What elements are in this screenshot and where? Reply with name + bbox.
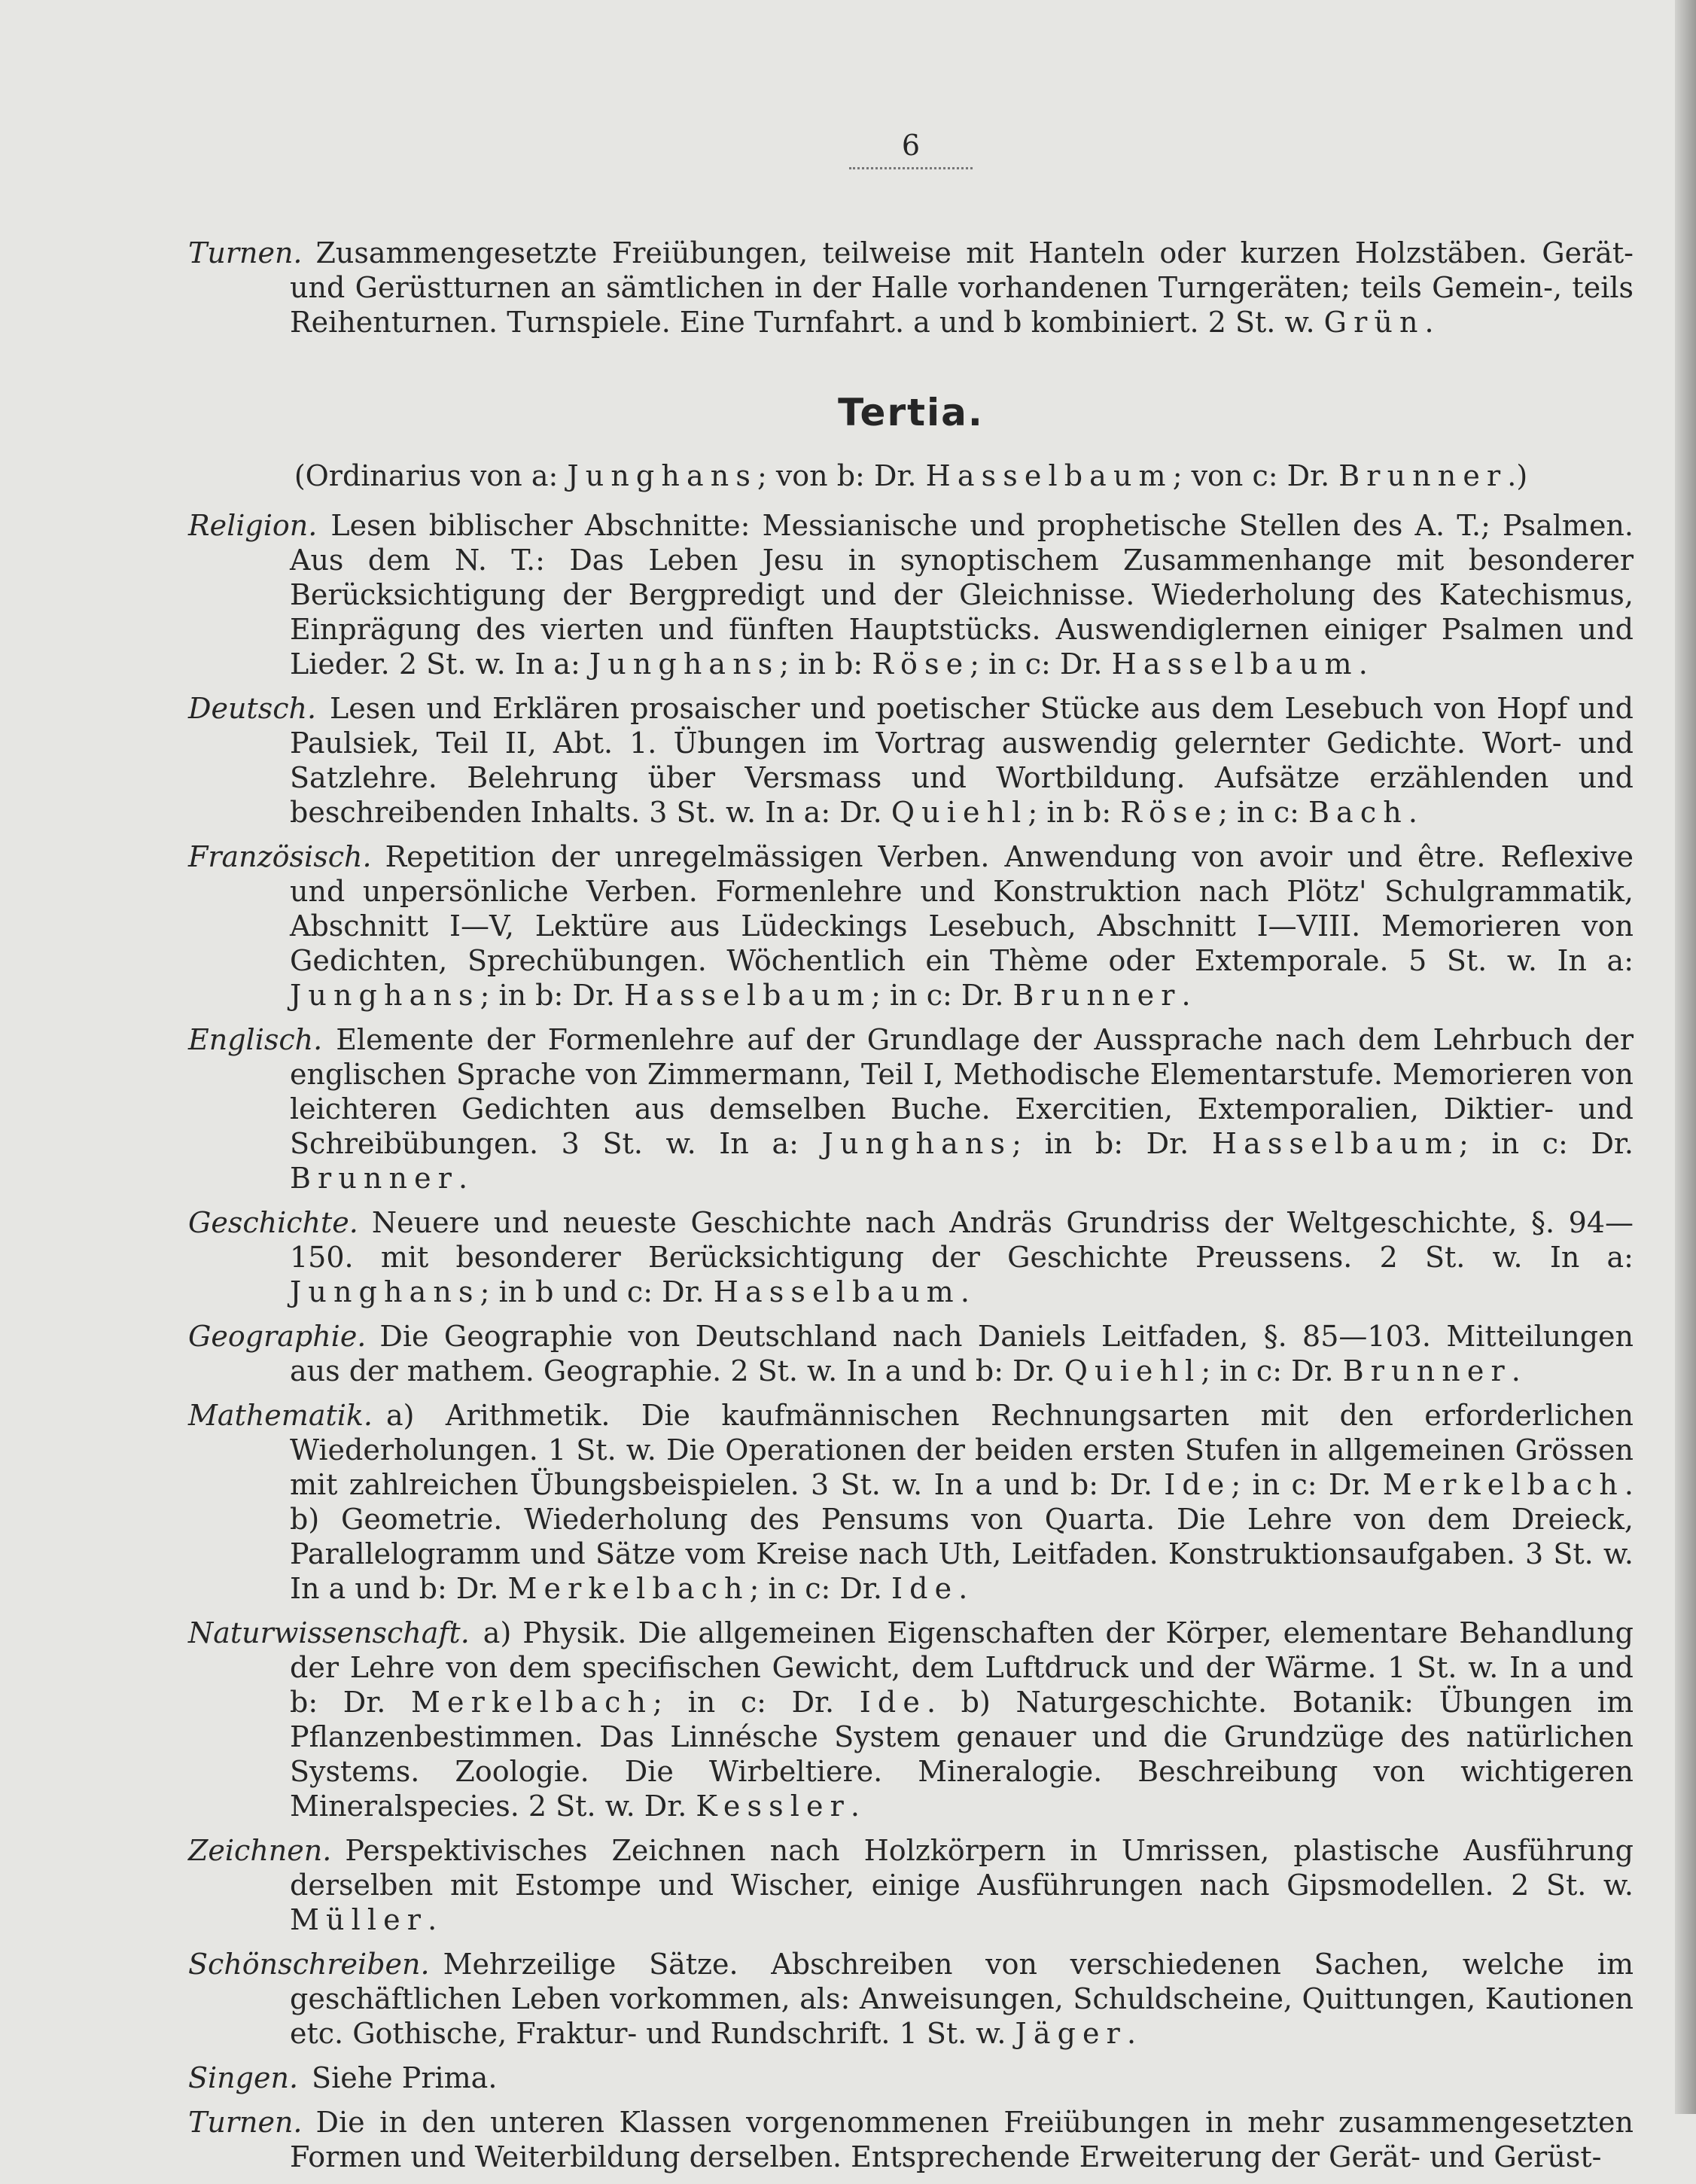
teacher-name: Junghans bbox=[567, 459, 757, 492]
subject-term: Englisch. bbox=[188, 1023, 323, 1056]
subject-term: Mathematik. bbox=[188, 1399, 373, 1432]
subject-term: Geschichte. bbox=[188, 1206, 358, 1239]
teacher-name: Junghans bbox=[290, 979, 480, 1012]
teacher-name: Hasselbaum bbox=[713, 1275, 961, 1308]
teacher-name: Merkelbach bbox=[507, 1572, 750, 1605]
teacher-name: Quiehl bbox=[1064, 1354, 1201, 1387]
subject-term: Geographie. bbox=[188, 1320, 367, 1353]
teacher-name: Jäger bbox=[1015, 2017, 1127, 2050]
teacher-name: Junghans bbox=[290, 1275, 480, 1308]
entry-franzoesisch: Französisch. Repetition der unregelmässigen Verben. Anwendung von avoir und être. Reflexive und unpersönliche Verben. Formenlehre und Konstruktion nach Plötz' Schulgrammatik, Abschnitt I—V, Lektüre aus Lüdeckings Lesebuch, Abschnitt I—VIII. Memorieren von Gedichten, Sprechübungen. Wöchentlich ein Thème oder Extemporale. 5 St. w. In a: Junghans; in b: Dr. Hasselbaum; in c: Dr. Brunner. bbox=[188, 840, 1634, 1012]
entry-turnen-top bbox=[188, 236, 1634, 340]
teacher-name: Brunner bbox=[1012, 979, 1182, 1012]
teacher-name: Röse bbox=[1120, 796, 1219, 829]
teacher-name: Röse bbox=[872, 647, 970, 681]
teacher-name: Ide bbox=[859, 1686, 927, 1719]
teacher-name: Merkelbach bbox=[1382, 1468, 1624, 1501]
teacher-name: Brunner bbox=[290, 1162, 459, 1195]
entry-religion: Religion. Lesen biblischer Abschnitte: Messianische und prophetische Stellen des A. T.; Psalmen. Aus dem N. T.: Das Leben Jesu in synoptischem Zusammenhange mit besonderer Berücksichtigung der Bergpredigt und der Gleichnisse. Wiederholung des Katechismus, Einprägung des vierten und fünften Hauptstücks. Auswendiglernen einiger Psalmen und Lieder. 2 St. w. In a: Junghans; in b: Röse; in c: Dr. Hasselbaum. bbox=[188, 509, 1634, 681]
entry-singen: Singen. Siehe Prima. bbox=[188, 2061, 498, 2094]
teacher-name: Brunner bbox=[1342, 1354, 1512, 1387]
subject-term: Religion. bbox=[188, 509, 318, 542]
teacher-name: Ide bbox=[891, 1572, 959, 1605]
teacher-name: Hasselbaum bbox=[1211, 1127, 1459, 1160]
teacher-name: Müller bbox=[290, 1903, 428, 1936]
teacher-name: Merkelbach bbox=[410, 1686, 653, 1719]
document-page bbox=[188, 128, 1634, 2184]
entry-text: Zusammengesetzte Freiübungen, teilweise mit Hanteln oder kurzen Holzstäben. Gerät- und Gerüstturnen an sämtlichen in der Halle vorhandenen Turngeräten; teils Gemein-, teils Reihenturnen. Turnspiele. Eine Turnfahrt. a und b kombiniert. 2 St. w. bbox=[290, 236, 1634, 339]
teacher-name: Grün. bbox=[1323, 306, 1441, 339]
entry-deutsch: Deutsch. Lesen und Erklären prosaischer und poetischer Stücke aus dem Lesebuch von Hopf und Paulsiek, Teil II, Abt. 1. Übungen im Vortrag auswendig gelernter Gedichte. Wort- und Satzlehre. Belehrung über Versmass und Wortbildung. Aufsätze erzählenden und beschreibenden Inhalts. 3 St. w. In a: Dr. Quiehl; in b: Röse; in c: Bach. bbox=[188, 692, 1634, 829]
subject-term: Zeichnen. bbox=[188, 1834, 332, 1867]
subject-term: Deutsch. bbox=[188, 692, 317, 725]
entry-geographie: Geographie. Die Geographie von Deutschland nach Daniels Leitfaden, §. 85—103. Mitteilungen aus der mathem. Geographie. 2 St. w. In a und b: Dr. Quiehl; in c: Dr. Brunner. bbox=[188, 1320, 1634, 1387]
entry-naturwissenschaft: Naturwissenschaft. a) Physik. Die allgemeinen Eigenschaften der Körper, elementare Behandlung der Lehre von dem specifischen Gewicht, dem Luftdruck und der Wärme. 1 St. w. In a und b: Dr. Merkelbach; in c: Dr. Ide. b) Naturgeschichte. Botanik: Übungen im Pflanzenbestimmen. Das Linnésche System genauer und die Grundzüge des natürlichen Systems. Zoologie. Die Wirbeltiere. Mineralogie. Beschreibung von wichtigeren Mineralspecies. 2 St. w. Dr. Kessler. bbox=[188, 1616, 1634, 1823]
subject-term: Schönschreiben. bbox=[188, 1948, 430, 1981]
section-heading: Tertia. bbox=[838, 391, 984, 434]
entry-schoenschreiben: Schönschreiben. Mehrzeilige Sätze. Abschreiben von verschiedenen Sachen, welche im geschäftlichen Leben vorkommen, als: Anweisungen, Schuldscheine, Quittungen, Kautionen etc. Gothische, Fraktur- und Rundschrift. 1 St. w. Jäger. bbox=[188, 1948, 1634, 2050]
subject-term: Turnen. bbox=[188, 236, 303, 270]
entry-turnen: Turnen. Die in den unteren Klassen vorgenommenen Freiübungen in mehr zusammengesetzten Formen und Weiterbildung derselben. Entsprechende Erweiterung der Gerät- und Gerüst- bbox=[188, 2106, 1634, 2173]
teacher-name: Kessler bbox=[696, 1790, 851, 1823]
entry-mathematik: Mathematik. a) Arithmetik. Die kaufmännischen Rechnungsarten mit den erforderlichen Wiederholungen. 1 St. w. Die Operationen der beiden ersten Stufen in allgemeinen Grössen mit zahlreichen Übungsbeispielen. 3 St. w. In a und b: Dr. Ide; in c: Dr. Merkelbach. b) Geometrie. Wiederholung des Pensums von Quarta. Die Lehre von dem Dreieck, Parallelogramm und Sätze vom Kreise nach Uth, Leitfaden. Konstruktionsaufgaben. 3 St. w. In a und b: Dr. Merkelbach; in c: Dr. Ide. bbox=[188, 1399, 1634, 1605]
teacher-name: Hasselbaum bbox=[925, 459, 1173, 492]
subject-term: Naturwissenschaft. bbox=[188, 1616, 470, 1649]
teacher-name: Ide bbox=[1164, 1468, 1232, 1501]
teacher-name: Quiehl bbox=[891, 796, 1028, 829]
page-edge-shadow bbox=[1675, 0, 1696, 2114]
ordinarius-line: (Ordinarius von a: Junghans; von b: Dr. Hasselbaum; von c: Dr. Brunner.) bbox=[294, 459, 1528, 492]
subject-term: Singen. bbox=[188, 2061, 299, 2094]
teacher-name: Brunner bbox=[1338, 459, 1508, 492]
teacher-name: Junghans bbox=[821, 1127, 1012, 1160]
entry-geschichte: Geschichte. Neuere und neueste Geschichte nach Andräs Grundriss der Weltgeschichte, §. 94—150. mit besonderer Berücksichtigung der Geschichte Preussens. 2 St. w. In a: Junghans; in b und c: Dr. Hasselbaum. bbox=[188, 1206, 1634, 1308]
subject-term: Turnen. bbox=[188, 2106, 303, 2139]
teacher-name: Hasselbaum bbox=[1111, 647, 1359, 681]
subject-term: Französisch. bbox=[188, 840, 372, 873]
teacher-name: Bach bbox=[1308, 796, 1408, 829]
teacher-name: Hasselbaum bbox=[624, 979, 872, 1012]
entry-englisch: Englisch. Elemente der Formenlehre auf der Grundlage der Aussprache nach dem Lehrbuch der englischen Sprache von Zimmermann, Teil I, Methodische Elementarstufe. Memorieren von leichteren Gedichten aus demselben Buche. Exercitien, Extemporalien, Diktier- und Schreibübungen. 3 St. w. In a: Junghans; in b: Dr. Hasselbaum; in c: Dr. Brunner. bbox=[188, 1023, 1634, 1195]
page-number: 6 bbox=[188, 128, 1634, 169]
entry-zeichnen: Zeichnen. Perspektivisches Zeichnen nach Holzkörpern in Umrissen, plastische Ausführung derselben mit Estompe und Wischer, einige Ausführungen nach Gipsmodellen. 2 St. w. Müller. bbox=[188, 1834, 1634, 1936]
teacher-name: Junghans bbox=[589, 647, 780, 681]
